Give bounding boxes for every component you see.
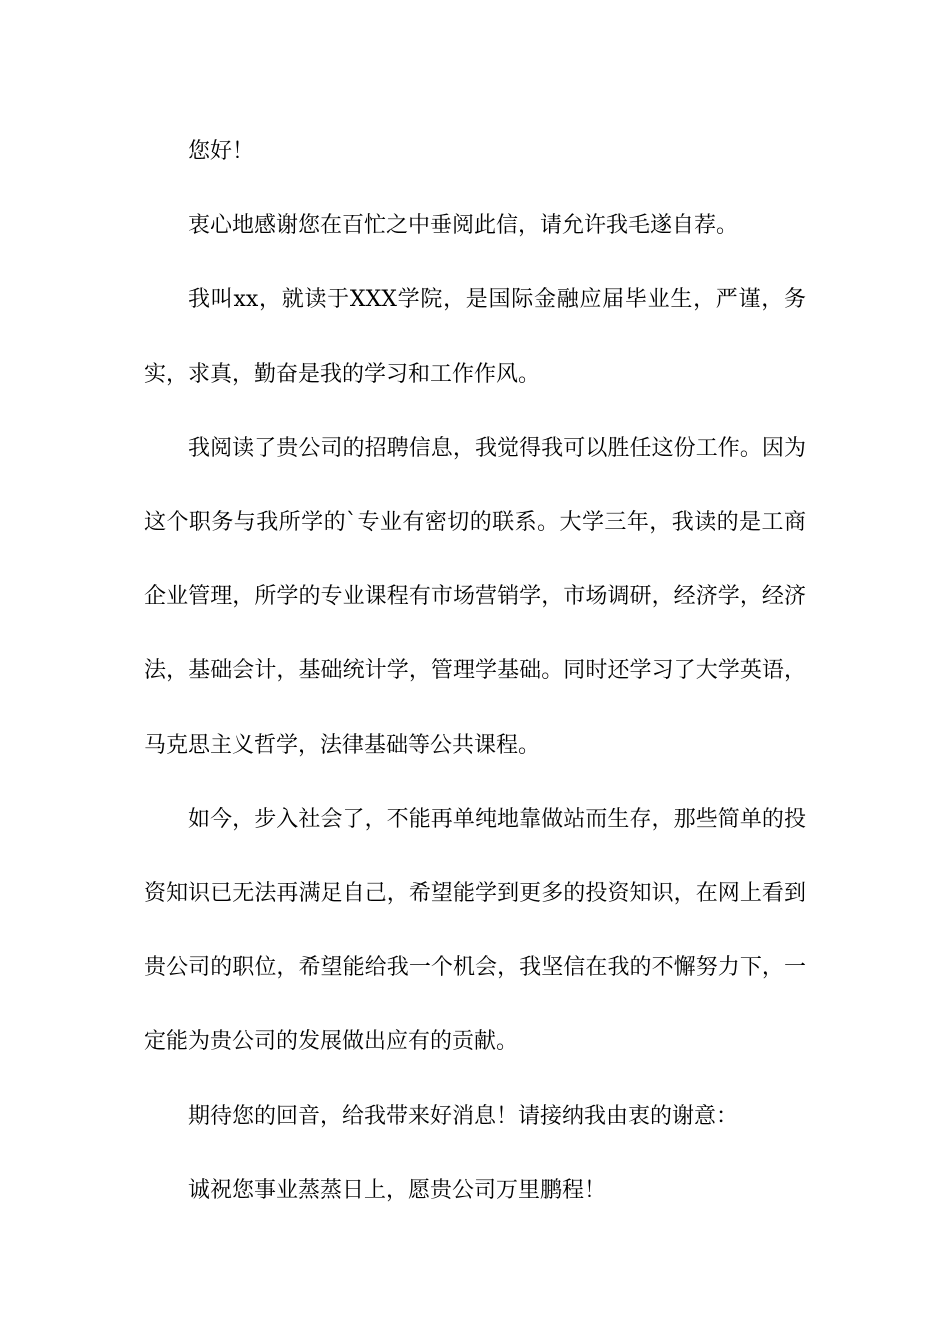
greeting: 您好！ [188,139,255,164]
paragraph-thanks: 衷心地感谢您在百忙之中垂阅此信，请允许我毛遂自荐。 [188,213,739,239]
letter-body [144,115,806,1228]
paragraph-closing: 期待您的回音，给我带来好消息！请接纳我由衷的谢意： [188,1103,739,1129]
paragraph-introduction: 我叫xx，就读于XXX学院，是国际金融应届毕业生，严谨，务实，求真，勤奋是我的学习和工作作风。 [144,287,806,387]
paragraph-wishes: 诚祝您事业蒸蒸日上，愿贵公司万里鹏程！ [188,1177,607,1203]
paragraph-motivation: 如今，步入社会了，不能再单纯地靠做站而生存，那些简单的投资知识已无法再满足自己，希望能学到更多的投资知识，在网上看到贵公司的职位，希望能给我一个机会，我坚信在我的不懈努力下，一定能为贵公司的发展做出应有的贡献。 [144,806,806,1055]
paragraph-qualifications: 我阅读了贵公司的招聘信息，我觉得我可以胜任这份工作。因为这个职务与我所学的`专业有密切的联系。大学三年，我读的是工商企业管理，所学的专业课程有市场营销学，市场调研，经济学，经济法，基础会计，基础统计学，管理学基础。同时还学习了大学英语，马克思主义哲学，法律基础等公共课程。 [144,435,806,758]
